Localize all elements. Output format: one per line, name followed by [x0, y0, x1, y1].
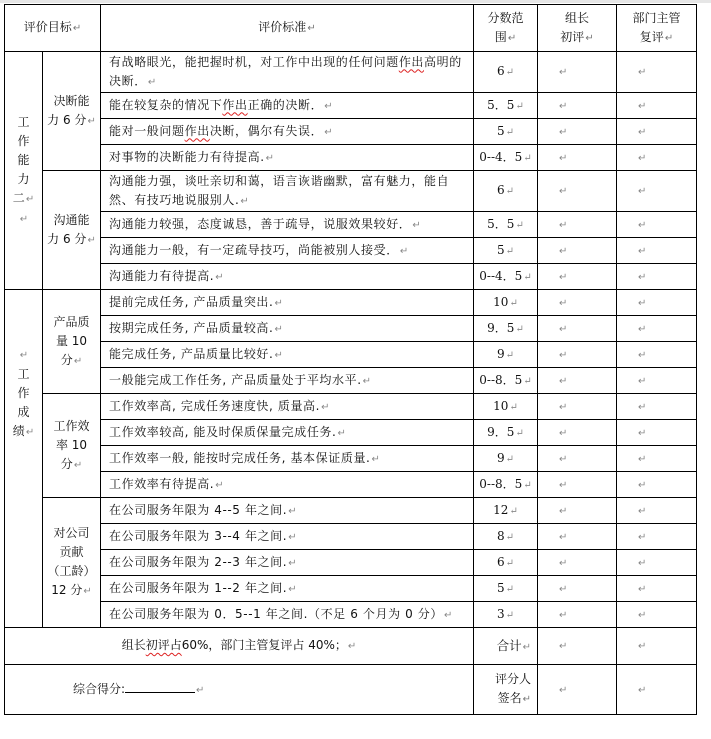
- header-goal: 评价目标↵: [5, 5, 101, 52]
- score-cell: 12↵: [474, 498, 538, 524]
- paragraph-mark-icon: ↵: [19, 350, 29, 361]
- criteria-cell: 能在较复杂的情况下作出正确的决断．↵: [101, 93, 474, 119]
- score-cell: 5↵: [474, 238, 538, 264]
- paragraph-mark-icon: ↵: [664, 32, 674, 44]
- table-row: [5, 420, 697, 446]
- criteria-cell: 沟通能力较强，态度诚恳，善于疏导，说服效果较好．↵: [101, 212, 474, 238]
- leader-score-input[interactable]: ↵: [538, 446, 617, 472]
- score-cell: 5↵: [474, 576, 538, 602]
- score-cell: 10↵: [474, 290, 538, 316]
- leader-score-input[interactable]: ↵: [538, 368, 617, 394]
- criteria-cell: 按期完成任务, 产品质量较高.↵: [101, 316, 474, 342]
- criteria-cell: 对事物的决断能力有待提高.↵: [101, 145, 474, 171]
- table-row: [5, 290, 697, 316]
- header-score-range: 分数范 围↵: [474, 5, 538, 52]
- table-row: [5, 498, 697, 524]
- goal-work-performance: ↵ 工 作 成 绩↵: [5, 290, 43, 628]
- table-row: [5, 368, 697, 394]
- leader-score-input[interactable]: ↵: [538, 602, 617, 628]
- manager-score-input[interactable]: ↵: [617, 472, 697, 498]
- criteria-cell: 工作效率有待提高.↵: [101, 472, 474, 498]
- criteria-cell: 一般能完成工作任务, 产品质量处于平均水平.↵: [101, 368, 474, 394]
- subgoal-communication: 沟通能 力 6 分↵: [43, 171, 101, 290]
- composite-score: 综合得分: ↵: [5, 665, 474, 715]
- score-cell: 6↵: [474, 550, 538, 576]
- manager-score-input[interactable]: ↵: [617, 446, 697, 472]
- paragraph-mark-icon: ↵: [307, 23, 316, 34]
- criteria-cell: 能对一般问题作出决断，偶尔有失误．↵: [101, 119, 474, 145]
- manager-score-input[interactable]: ↵: [617, 342, 697, 368]
- manager-signature-input[interactable]: ↵: [617, 665, 697, 715]
- header-manager-review: 部门主管 复评↵: [617, 5, 697, 52]
- leader-score-input[interactable]: ↵: [538, 472, 617, 498]
- score-cell: 5．5↵: [474, 212, 538, 238]
- manager-score-input[interactable]: ↵: [617, 316, 697, 342]
- criteria-cell: 沟通能力强，谈吐亲切和蔼，语言诙谐幽默，富有魅力，能自然、有技巧地说服别人.↵: [101, 171, 474, 212]
- criteria-cell: 在公司服务年限为 4--5 年之间.↵: [101, 498, 474, 524]
- leader-score-input[interactable]: ↵: [538, 342, 617, 368]
- manager-score-input[interactable]: ↵: [617, 171, 697, 212]
- score-cell: 5．5↵: [474, 93, 538, 119]
- score-cell: 9↵: [474, 342, 538, 368]
- signature-row: [5, 665, 697, 715]
- manager-score-input[interactable]: ↵: [617, 550, 697, 576]
- table-row: [5, 119, 697, 145]
- criteria-cell: 能完成任务, 产品质量比较好.↵: [101, 342, 474, 368]
- manager-score-input[interactable]: ↵: [617, 52, 697, 93]
- leader-score-input[interactable]: ↵: [538, 145, 617, 171]
- table-row: [5, 576, 697, 602]
- manager-score-input[interactable]: ↵: [617, 264, 697, 290]
- score-cell: 9．5↵: [474, 420, 538, 446]
- score-cell: 9↵: [474, 446, 538, 472]
- leader-score-input[interactable]: ↵: [538, 316, 617, 342]
- table-row: [5, 446, 697, 472]
- manager-score-input[interactable]: ↵: [617, 119, 697, 145]
- manager-score-input[interactable]: ↵: [617, 394, 697, 420]
- score-cell: 0--8．5↵: [474, 472, 538, 498]
- header-leader-review: 组长 初评↵: [538, 5, 617, 52]
- manager-score-input[interactable]: ↵: [617, 290, 697, 316]
- criteria-cell: 在公司服务年限为 2--3 年之间.↵: [101, 550, 474, 576]
- score-cell: 6↵: [474, 52, 538, 93]
- subgoal-decision: 决断能 力 6 分↵: [43, 52, 101, 171]
- leader-score-input[interactable]: ↵: [538, 171, 617, 212]
- paragraph-mark-icon: ↵: [72, 23, 82, 34]
- criteria-cell: 工作效率较高, 能及时保质保量完成任务.↵: [101, 420, 474, 446]
- table-row: [5, 342, 697, 368]
- leader-score-input[interactable]: ↵: [538, 498, 617, 524]
- subgoal-product-quality: 产品质 量 10 分↵: [43, 290, 101, 394]
- table-row: [5, 472, 697, 498]
- leader-signature-input[interactable]: ↵: [538, 665, 617, 715]
- score-cell: 0--4．5↵: [474, 145, 538, 171]
- subgoal-work-efficiency: 工作效 率 10 分↵: [43, 394, 101, 498]
- leader-score-input[interactable]: ↵: [538, 420, 617, 446]
- criteria-cell: 提前完成任务, 产品质量突出.↵: [101, 290, 474, 316]
- criteria-cell: 工作效率一般, 能按时完成任务, 基本保证质量.↵: [101, 446, 474, 472]
- leader-score-input[interactable]: ↵: [538, 238, 617, 264]
- leader-score-input[interactable]: ↵: [538, 93, 617, 119]
- document-top-edge: [0, 0, 711, 3]
- criteria-cell: 在公司服务年限为 0．5--1 年之间.（不足 6 个月为 0 分）↵: [101, 602, 474, 628]
- header-row: [5, 5, 697, 52]
- total-row: [5, 628, 697, 665]
- manager-total-input[interactable]: ↵: [617, 628, 697, 665]
- table-row: [5, 550, 697, 576]
- table-row: [5, 238, 697, 264]
- goal-work-ability: 工 作 能 力 二↵ ↵: [5, 52, 43, 290]
- manager-score-input[interactable]: ↵: [617, 498, 697, 524]
- manager-score-input[interactable]: ↵: [617, 212, 697, 238]
- score-cell: 10↵: [474, 394, 538, 420]
- leader-score-input[interactable]: ↵: [538, 550, 617, 576]
- paragraph-mark-icon: ↵: [19, 213, 29, 225]
- weighting-note: 组长初评占60%，部门主管复评占 40%；↵: [5, 628, 474, 665]
- table-row: [5, 212, 697, 238]
- score-cell: 0--8．5↵: [474, 368, 538, 394]
- manager-score-input[interactable]: ↵: [617, 420, 697, 446]
- table-row: [5, 316, 697, 342]
- table-row: [5, 264, 697, 290]
- leader-score-input[interactable]: ↵: [538, 394, 617, 420]
- score-cell: 3↵: [474, 602, 538, 628]
- criteria-cell: 沟通能力有待提高.↵: [101, 264, 474, 290]
- subgoal-company-contribution: 对公司 贡献 （工龄） 12 分↵: [43, 498, 101, 628]
- score-cell: 5↵: [474, 119, 538, 145]
- score-cell: 0--4．5↵: [474, 264, 538, 290]
- table-row: [5, 602, 697, 628]
- criteria-cell: 工作效率高, 完成任务速度快, 质量高.↵: [101, 394, 474, 420]
- table-row: [5, 394, 697, 420]
- paragraph-mark-icon: ↵: [507, 32, 517, 44]
- leader-score-input[interactable]: ↵: [538, 212, 617, 238]
- leader-score-input[interactable]: ↵: [538, 290, 617, 316]
- leader-score-input[interactable]: ↵: [538, 524, 617, 550]
- table-row: [5, 524, 697, 550]
- table-row: [5, 52, 697, 93]
- score-cell: 9．5↵: [474, 316, 538, 342]
- manager-score-input[interactable]: ↵: [617, 93, 697, 119]
- manager-score-input[interactable]: ↵: [617, 524, 697, 550]
- table-row: [5, 171, 697, 212]
- leader-score-input[interactable]: ↵: [538, 576, 617, 602]
- score-cell: 8↵: [474, 524, 538, 550]
- score-cell: 6↵: [474, 171, 538, 212]
- criteria-cell: 在公司服务年限为 1--2 年之间.↵: [101, 576, 474, 602]
- leader-score-input[interactable]: ↵: [538, 264, 617, 290]
- total-label: 合计↵: [474, 628, 538, 665]
- composite-score-input[interactable]: [125, 680, 195, 693]
- evaluation-table: [4, 4, 697, 715]
- leader-score-input[interactable]: ↵: [538, 119, 617, 145]
- manager-score-input[interactable]: ↵: [617, 602, 697, 628]
- table-row: [5, 93, 697, 119]
- leader-score-input[interactable]: ↵: [538, 52, 617, 93]
- criteria-cell: 有战略眼光，能把握时机，对工作中出现的任何问题作出高明的决断．↵: [101, 52, 474, 93]
- manager-score-input[interactable]: ↵: [617, 145, 697, 171]
- signer-label: 评分人 签名↵: [474, 665, 538, 715]
- criteria-cell: 沟通能力一般，有一定疏导技巧，尚能被别人接受．↵: [101, 238, 474, 264]
- criteria-cell: 在公司服务年限为 3--4 年之间.↵: [101, 524, 474, 550]
- table-row: [5, 145, 697, 171]
- manager-score-input[interactable]: ↵: [617, 238, 697, 264]
- leader-total-input[interactable]: ↵: [538, 628, 617, 665]
- manager-score-input[interactable]: ↵: [617, 576, 697, 602]
- header-criteria: 评价标准↵: [101, 5, 474, 52]
- paragraph-mark-icon: ↵: [585, 32, 594, 44]
- manager-score-input[interactable]: ↵: [617, 368, 697, 394]
